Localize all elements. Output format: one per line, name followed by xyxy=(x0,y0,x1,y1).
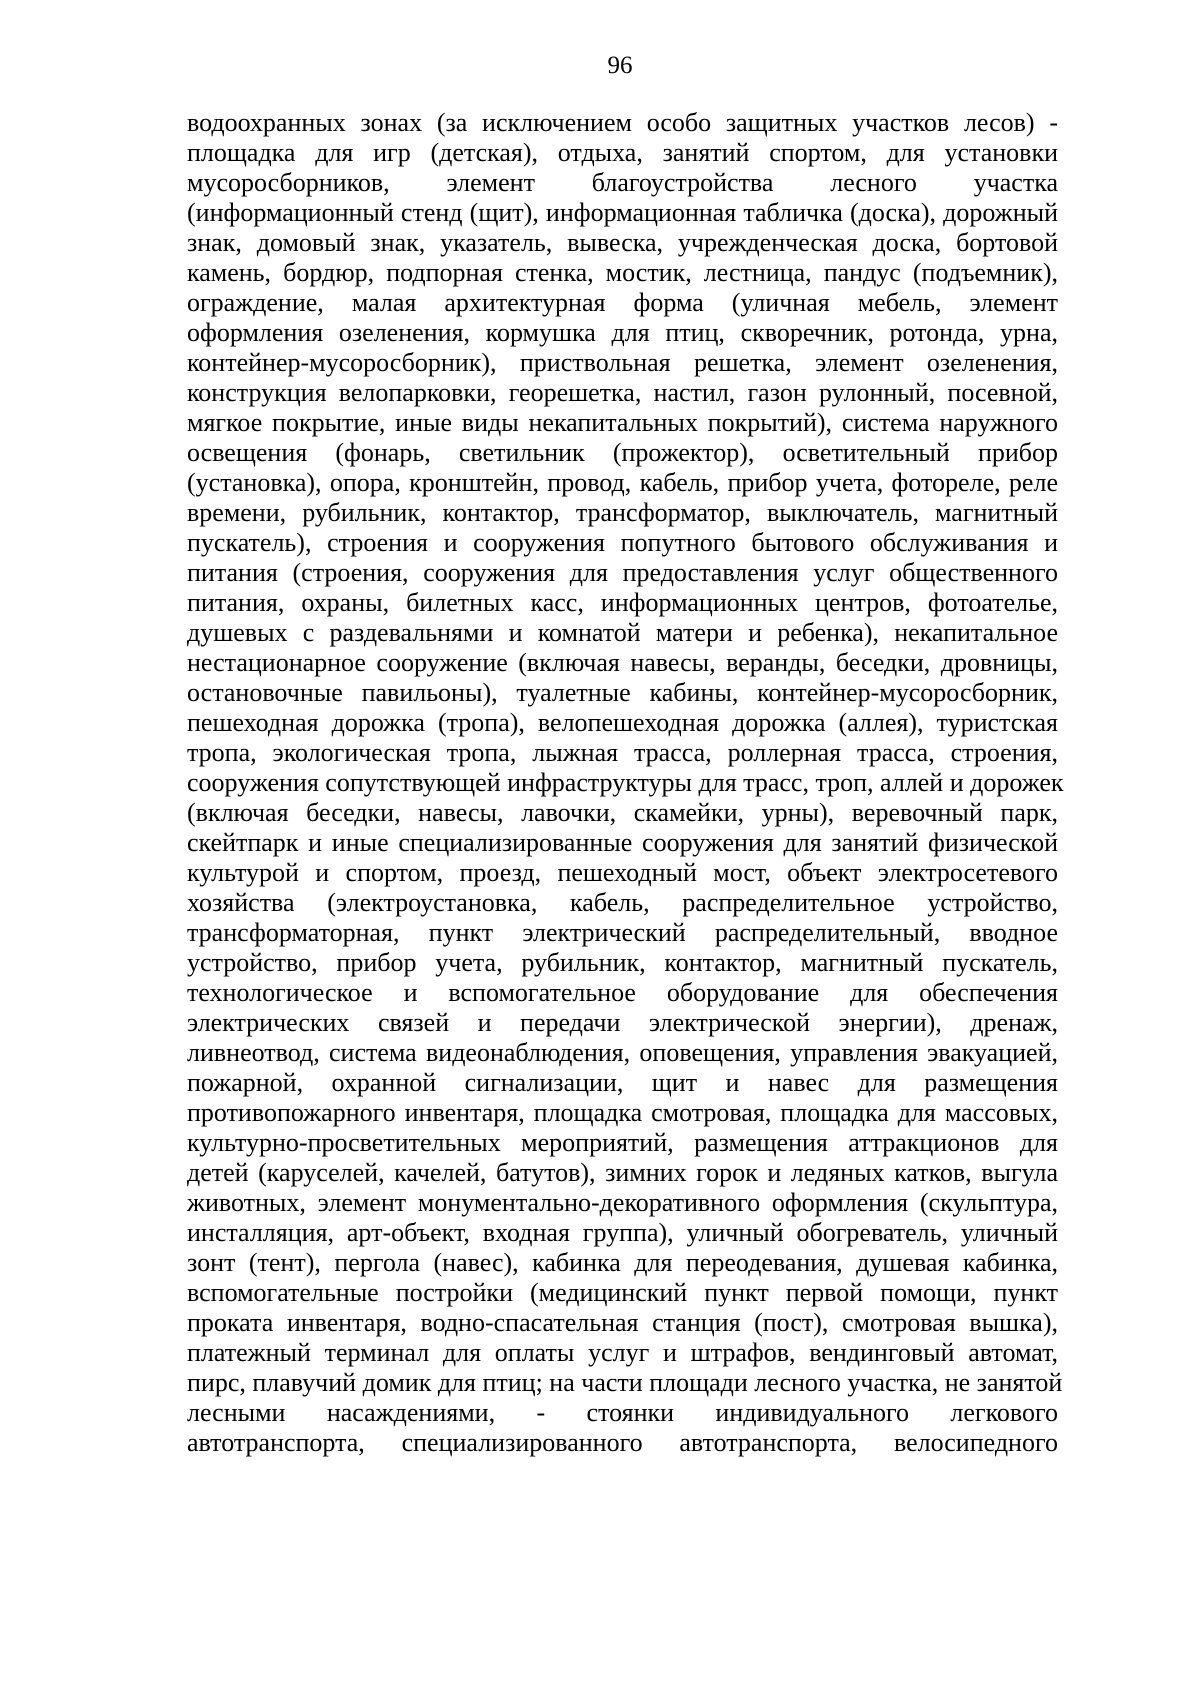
text-line: проката инвентаря, водно-спасательная станция (пост), смотровая вышка), xyxy=(187,1308,1058,1337)
text-line: камень, бордюр, подпорная стенка, мостик, лестница, пандус (подъемник), xyxy=(187,258,1058,287)
text-line: лесными насаждениями, - стоянки индивидуального легкового xyxy=(187,1398,1058,1427)
text-line: площадка для игр (детская), отдыха, занятий спортом, для установки xyxy=(187,138,1058,167)
text-line: платежный терминал для оплаты услуг и штрафов, вендинговый автомат, xyxy=(187,1338,1058,1367)
text-line: противопожарного инвентаря, площадка смотровая, площадка для массовых, xyxy=(187,1098,1058,1127)
text-line: детей (каруселей, качелей, батутов), зимних горок и ледяных катков, выгула xyxy=(187,1158,1058,1187)
text-line: вспомогательные постройки (медицинский пункт первой помощи, пункт xyxy=(187,1278,1058,1307)
text-line: душевых с раздевальнями и комнатой матери и ребенка), некапитальное xyxy=(187,618,1058,647)
text-line: нестационарное сооружение (включая навесы, веранды, беседки, дровницы, xyxy=(187,648,1058,677)
body-text xyxy=(187,108,1064,1458)
text-line: (установка), опора, кронштейн, провод, кабель, прибор учета, фотореле, реле xyxy=(187,468,1058,497)
text-line: электрических связей и передачи электрической энергии), дренаж, xyxy=(187,1008,1058,1037)
text-line: питания (строения, сооружения для предоставления услуг общественного xyxy=(187,558,1058,587)
text-line: времени, рубильник, контактор, трансформатор, выключатель, магнитный xyxy=(187,498,1058,527)
text-line: освещения (фонарь, светильник (прожектор), осветительный прибор xyxy=(187,438,1058,467)
text-line: хозяйства (электроустановка, кабель, распределительное устройство, xyxy=(187,888,1058,917)
text-line: питания, охраны, билетных касс, информационных центров, фотоателье, xyxy=(187,588,1058,617)
text-line: знак, домовый знак, указатель, вывеска, учрежденческая доска, бортовой xyxy=(187,228,1058,257)
page-number: 96 xyxy=(607,52,633,79)
text-line: инсталляция, арт-объект, входная группа), уличный обогреватель, уличный xyxy=(187,1218,1058,1247)
text-line: (включая беседки, навесы, лавочки, скамейки, урны), веревочный парк, xyxy=(187,798,1058,827)
text-line: остановочные павильоны), туалетные кабины, контейнер-мусоросборник, xyxy=(187,678,1058,707)
text-line: пешеходная дорожка (тропа), велопешеходная дорожка (аллея), туристская xyxy=(187,708,1058,737)
text-line: ливнеотвод, система видеонаблюдения, оповещения, управления эвакуацией, xyxy=(187,1038,1058,1067)
text-line: тропа, экологическая тропа, лыжная трасса, роллерная трасса, строения, xyxy=(187,738,1058,767)
text-line: технологическое и вспомогательное оборудование для обеспечения xyxy=(187,978,1058,1007)
text-line: устройство, прибор учета, рубильник, контактор, магнитный пускатель, xyxy=(187,948,1058,977)
text-line: сооружения сопутствующей инфраструктуры для трасс, троп, аллей и дорожек xyxy=(187,768,1064,797)
text-line: конструкция велопарковки, георешетка, настил, газон рулонный, посевной, xyxy=(187,378,1058,407)
text-line: пирс, плавучий домик для птиц; на части площади лесного участка, не занятой xyxy=(187,1368,1063,1397)
text-line: культурно-просветительных мероприятий, размещения аттракционов для xyxy=(187,1128,1058,1157)
text-line: скейтпарк и иные специализированные сооружения для занятий физической xyxy=(187,828,1058,857)
text-line: автотранспорта, специализированного автотранспорта, велосипедного xyxy=(187,1428,1058,1457)
text-line: мягкое покрытие, иные виды некапитальных покрытий), система наружного xyxy=(187,408,1058,437)
text-line: контейнер-мусоросборник), приствольная решетка, элемент озеленения, xyxy=(187,348,1058,377)
text-line: (информационный стенд (щит), информационная табличка (доска), дорожный xyxy=(187,198,1058,227)
text-line: животных, элемент монументально-декоративного оформления (скульптура, xyxy=(187,1188,1058,1217)
text-line: оформления озеленения, кормушка для птиц, скворечник, ротонда, урна, xyxy=(187,318,1058,347)
text-line: зонт (тент), пергола (навес), кабинка для переодевания, душевая кабинка, xyxy=(187,1248,1058,1277)
text-line: ограждение, малая архитектурная форма (уличная мебель, элемент xyxy=(187,288,1058,317)
text-line: культурой и спортом, проезд, пешеходный мост, объект электросетевого xyxy=(187,858,1058,887)
text-line: водоохранных зонах (за исключением особо защитных участков лесов) - xyxy=(187,108,1058,137)
text-line: мусоросборников, элемент благоустройства лесного участка xyxy=(187,168,1058,197)
text-line: трансформаторная, пункт электрический распределительный, вводное xyxy=(187,918,1058,947)
text-line: пускатель), строения и сооружения попутного бытового обслуживания и xyxy=(187,528,1058,557)
text-line: пожарной, охранной сигнализации, щит и навес для размещения xyxy=(187,1068,1058,1097)
